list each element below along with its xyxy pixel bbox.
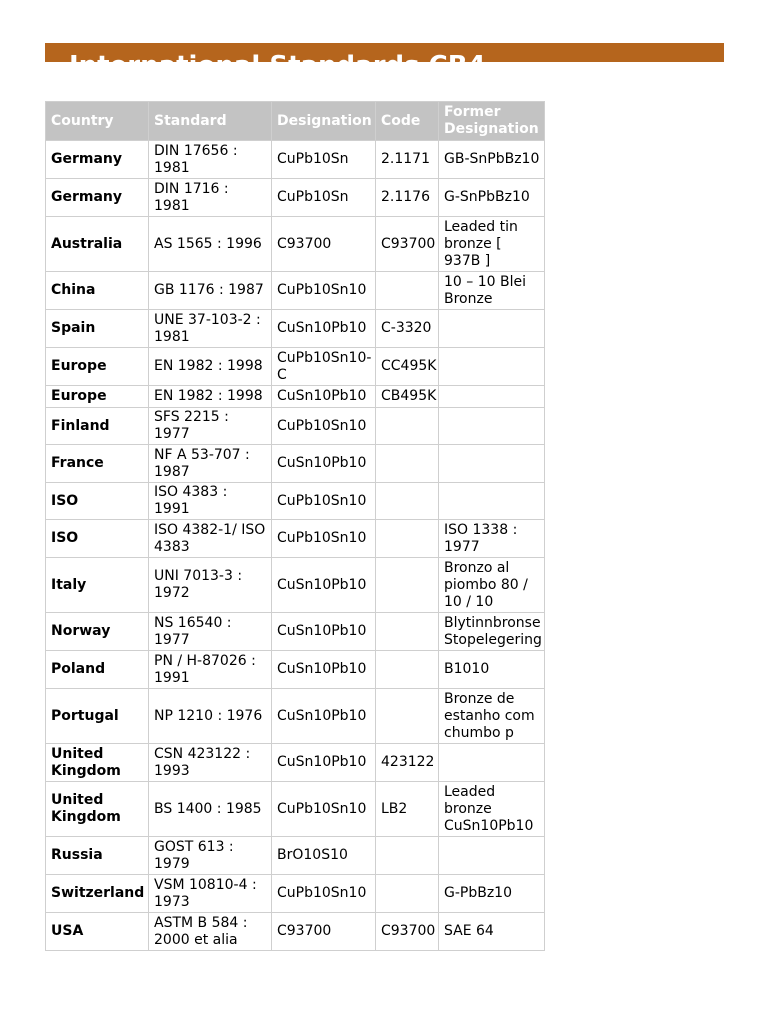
cell-country: Poland: [46, 651, 149, 689]
cell-former-designation: Blytinnbronse Stopelegering: [439, 613, 545, 651]
cell-standard: BS 1400 : 1985: [149, 782, 272, 837]
table-row: [46, 520, 545, 558]
cell-former-designation: Leaded tin bronze [ 937B ]: [439, 217, 545, 272]
cell-country: Italy: [46, 558, 149, 613]
cell-standard: PN / H-87026 : 1991: [149, 651, 272, 689]
cell-code: [376, 837, 439, 875]
cell-standard: EN 1982 : 1998: [149, 348, 272, 386]
table-row: [46, 837, 545, 875]
table-row: [46, 782, 545, 837]
cell-former-designation: G-PbBz10: [439, 875, 545, 913]
table-row: [46, 689, 545, 744]
page-title: International Standards CB4: [69, 51, 486, 81]
cell-designation: CuSn10Pb10: [272, 310, 376, 348]
table-header-row: [46, 102, 545, 141]
cell-designation: CuPb10Sn10: [272, 875, 376, 913]
cell-standard: ASTM B 584 : 2000 et alia: [149, 913, 272, 951]
cell-country: France: [46, 445, 149, 483]
cell-designation: CuSn10Pb10: [272, 445, 376, 483]
standards-table: [45, 101, 545, 951]
cell-code: CC495K: [376, 348, 439, 386]
cell-standard: UNE 37-103-2 : 1981: [149, 310, 272, 348]
cell-standard: NF A 53-707 : 1987: [149, 445, 272, 483]
cell-standard: EN 1982 : 1998: [149, 386, 272, 408]
table-row: [46, 445, 545, 483]
cell-designation: CuPb10Sn10: [272, 782, 376, 837]
cell-former-designation: ISO 1338 : 1977: [439, 520, 545, 558]
cell-standard: DIN 17656 : 1981: [149, 141, 272, 179]
cell-standard: GB 1176 : 1987: [149, 272, 272, 310]
cell-country: Portugal: [46, 689, 149, 744]
cell-designation: CuPb10Sn: [272, 141, 376, 179]
cell-former-designation: [439, 445, 545, 483]
cell-former-designation: [439, 837, 545, 875]
table-row: [46, 179, 545, 217]
cell-code: LB2: [376, 782, 439, 837]
cell-designation: CuPb10Sn10: [272, 483, 376, 520]
table-row: [46, 386, 545, 408]
table-row: [46, 272, 545, 310]
table-row: [46, 483, 545, 520]
cell-former-designation: G-SnPbBz10: [439, 179, 545, 217]
cell-country: Europe: [46, 348, 149, 386]
cell-standard: DIN 1716 : 1981: [149, 179, 272, 217]
cell-country: Germany: [46, 141, 149, 179]
cell-designation: CuPb10Sn10: [272, 272, 376, 310]
cell-former-designation: SAE 64: [439, 913, 545, 951]
cell-code: C93700: [376, 217, 439, 272]
cell-standard: AS 1565 : 1996: [149, 217, 272, 272]
cell-code: [376, 408, 439, 445]
column-header-standard: Standard: [149, 102, 272, 141]
table-row: [46, 913, 545, 951]
cell-designation: C93700: [272, 913, 376, 951]
cell-country: Europe: [46, 386, 149, 408]
cell-country: USA: [46, 913, 149, 951]
cell-country: Switzerland: [46, 875, 149, 913]
table-row: [46, 651, 545, 689]
column-header-code: Code: [376, 102, 439, 141]
cell-designation: BrO10S10: [272, 837, 376, 875]
cell-country: ISO: [46, 483, 149, 520]
cell-standard: VSM 10810-4 : 1973: [149, 875, 272, 913]
cell-former-designation: 10 – 10 Blei Bronze: [439, 272, 545, 310]
cell-country: Norway: [46, 613, 149, 651]
table-row: [46, 141, 545, 179]
cell-country: United Kingdom: [46, 744, 149, 782]
table-row: [46, 408, 545, 445]
cell-country: Spain: [46, 310, 149, 348]
table-row: [46, 744, 545, 782]
cell-former-designation: [439, 310, 545, 348]
cell-country: Russia: [46, 837, 149, 875]
cell-code: [376, 689, 439, 744]
cell-designation: CuPb10Sn10: [272, 408, 376, 445]
column-header-former-designation: Former Designation: [439, 102, 545, 141]
cell-standard: SFS 2215 : 1977: [149, 408, 272, 445]
column-header-designation: Designation: [272, 102, 376, 141]
cell-code: C-3320: [376, 310, 439, 348]
cell-code: [376, 445, 439, 483]
cell-code: [376, 613, 439, 651]
cell-standard: ISO 4383 : 1991: [149, 483, 272, 520]
cell-standard: CSN 423122 : 1993: [149, 744, 272, 782]
cell-country: ISO: [46, 520, 149, 558]
cell-code: [376, 558, 439, 613]
cell-standard: UNI 7013-3 : 1972: [149, 558, 272, 613]
cell-designation: CuSn10Pb10: [272, 386, 376, 408]
table-body: [46, 141, 545, 951]
cell-designation: CuSn10Pb10: [272, 744, 376, 782]
cell-designation: CuPb10Sn10-C: [272, 348, 376, 386]
cell-code: CB495K: [376, 386, 439, 408]
cell-designation: CuPb10Sn: [272, 179, 376, 217]
cell-former-designation: Bronze de estanho com chumbo p: [439, 689, 545, 744]
title-banner: [45, 43, 724, 81]
cell-standard: ISO 4382-1/ ISO 4383: [149, 520, 272, 558]
table-row: [46, 875, 545, 913]
table-row: [46, 310, 545, 348]
cell-standard: NP 1210 : 1976: [149, 689, 272, 744]
cell-designation: C93700: [272, 217, 376, 272]
table-row: [46, 558, 545, 613]
cell-former-designation: [439, 408, 545, 445]
cell-code: [376, 875, 439, 913]
cell-code: [376, 520, 439, 558]
table-row: [46, 217, 545, 272]
cell-former-designation: [439, 744, 545, 782]
cell-code: [376, 651, 439, 689]
table-row: [46, 348, 545, 386]
table-row: [46, 613, 545, 651]
cell-code: C93700: [376, 913, 439, 951]
cell-designation: CuSn10Pb10: [272, 689, 376, 744]
cell-country: Germany: [46, 179, 149, 217]
cell-code: [376, 483, 439, 520]
cell-standard: NS 16540 : 1977: [149, 613, 272, 651]
cell-country: China: [46, 272, 149, 310]
cell-standard: GOST 613 : 1979: [149, 837, 272, 875]
cell-designation: CuPb10Sn10: [272, 520, 376, 558]
cell-former-designation: [439, 386, 545, 408]
cell-former-designation: Leaded bronze CuSn10Pb10: [439, 782, 545, 837]
cell-country: Australia: [46, 217, 149, 272]
cell-code: [376, 272, 439, 310]
cell-former-designation: B1010: [439, 651, 545, 689]
cell-designation: CuSn10Pb10: [272, 558, 376, 613]
cell-former-designation: GB-SnPbBz10: [439, 141, 545, 179]
cell-designation: CuSn10Pb10: [272, 651, 376, 689]
cell-designation: CuSn10Pb10: [272, 613, 376, 651]
cell-code: 423122: [376, 744, 439, 782]
cell-former-designation: [439, 483, 545, 520]
cell-code: 2.1176: [376, 179, 439, 217]
column-header-country: Country: [46, 102, 149, 141]
cell-former-designation: Bronzo al piombo 80 / 10 / 10: [439, 558, 545, 613]
cell-former-designation: [439, 348, 545, 386]
cell-code: 2.1171: [376, 141, 439, 179]
cell-country: Finland: [46, 408, 149, 445]
cell-country: United Kingdom: [46, 782, 149, 837]
